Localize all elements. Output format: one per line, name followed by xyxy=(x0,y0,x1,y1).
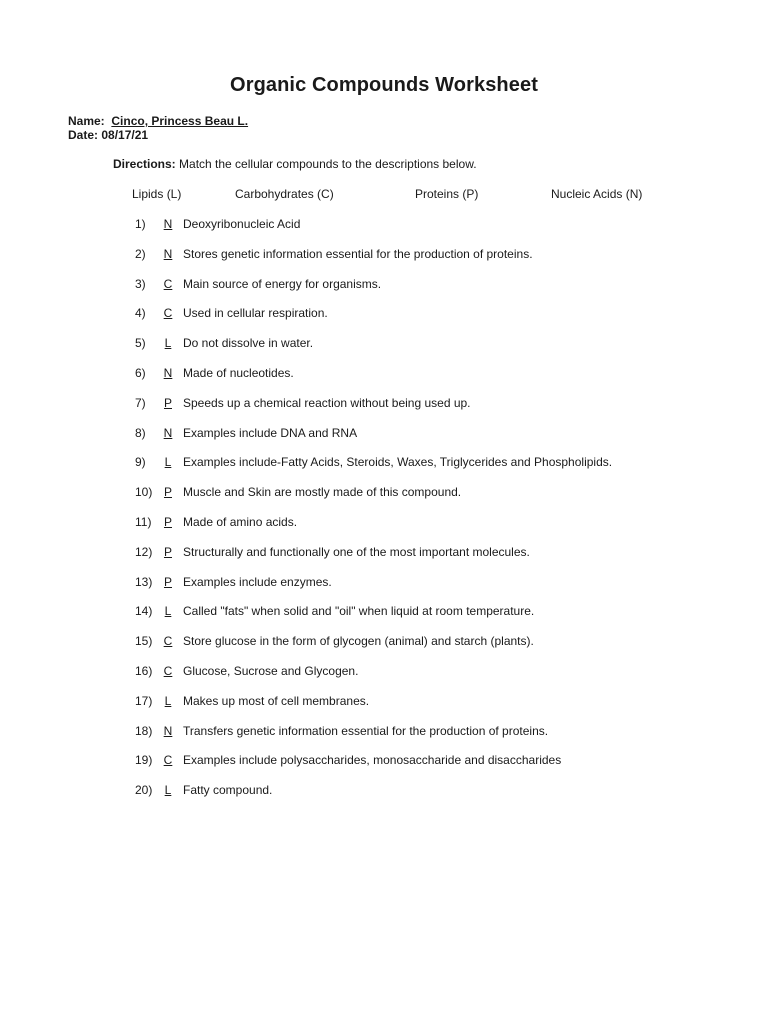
question-number: 1) xyxy=(135,217,146,231)
list-item xyxy=(135,515,297,529)
question-number: 5) xyxy=(135,336,146,351)
question-number: 19) xyxy=(135,753,153,768)
name-label: Name: xyxy=(68,114,105,128)
question-text: Fatty compound. xyxy=(183,783,273,798)
question-text: Transfers genetic information essential for the production of proteins. xyxy=(183,723,549,738)
answer-blank: C xyxy=(163,753,173,768)
list-item xyxy=(135,336,313,350)
question-text: Called "fats" when solid and "oil" when liquid at room temperature. xyxy=(183,604,535,619)
answer-blank: L xyxy=(164,604,172,619)
answer-blank: C xyxy=(163,306,173,321)
question-number: 6) xyxy=(135,366,146,380)
question-text: Main source of energy for organisms. xyxy=(183,276,382,291)
date-line xyxy=(68,128,148,142)
list-item xyxy=(135,277,381,291)
directions-text: Match the cellular compounds to the descriptions below. xyxy=(179,157,477,171)
answer-blank: N xyxy=(163,246,173,261)
page-title: Organic Compounds Worksheet xyxy=(230,74,538,96)
answer-blank: N xyxy=(163,425,173,440)
list-item xyxy=(135,634,534,648)
question-text: Store glucose in the form of glycogen (animal) and starch (plants). xyxy=(183,634,534,649)
list-item xyxy=(135,604,534,618)
list-item xyxy=(135,485,461,499)
question-text: Stores genetic information essential for the production of proteins. xyxy=(183,246,533,261)
answer-blank: N xyxy=(163,217,173,231)
list-item xyxy=(135,664,358,678)
list-item xyxy=(135,426,357,440)
question-text: Used in cellular respiration. xyxy=(183,306,328,321)
question-text: Structurally and functionally one of the most important molecules. xyxy=(183,544,530,559)
question-text: Glucose, Sucrose and Glycogen. xyxy=(183,664,359,678)
answer-blank: L xyxy=(164,783,172,798)
directions-label: Directions: xyxy=(113,157,176,171)
answer-blank: L xyxy=(164,455,172,470)
answer-blank: N xyxy=(163,366,173,380)
answer-blank: C xyxy=(163,276,173,291)
question-number: 11) xyxy=(135,515,152,529)
category-nucleic-acids: Nucleic Acids (N) xyxy=(551,187,643,201)
date-label: Date: xyxy=(68,128,99,142)
question-number: 12) xyxy=(135,544,153,559)
list-item xyxy=(135,396,471,410)
question-number: 20) xyxy=(135,783,153,798)
question-number: 17) xyxy=(135,693,153,708)
question-number: 4) xyxy=(135,306,146,321)
question-text: Made of nucleotides. xyxy=(183,366,294,380)
question-text: Deoxyribonucleic Acid xyxy=(183,217,301,231)
name-value: Cinco, Princess Beau L. xyxy=(111,114,249,128)
list-item xyxy=(135,783,272,797)
question-number: 8) xyxy=(135,425,146,440)
question-number: 10) xyxy=(135,485,153,500)
category-lipids: Lipids (L) xyxy=(132,187,182,201)
answer-blank: P xyxy=(163,544,172,559)
category-proteins: Proteins (P) xyxy=(415,187,479,201)
answer-blank: N xyxy=(163,723,173,738)
question-text: Muscle and Skin are mostly made of this compound. xyxy=(183,485,462,500)
list-item xyxy=(135,455,612,469)
question-text: Examples include enzymes. xyxy=(183,574,332,589)
answer-blank: P xyxy=(163,574,172,589)
question-number: 3) xyxy=(135,276,146,291)
list-item xyxy=(135,724,548,738)
list-item xyxy=(135,217,300,231)
list-item xyxy=(135,247,533,261)
question-text: Examples include DNA and RNA xyxy=(183,425,358,440)
category-carbohydrates: Carbohydrates (C) xyxy=(235,187,334,201)
list-item xyxy=(135,306,328,320)
list-item xyxy=(135,575,332,589)
question-number: 2) xyxy=(135,246,146,261)
list-item xyxy=(135,753,561,767)
question-number: 18) xyxy=(135,723,153,738)
question-number: 14) xyxy=(135,604,153,619)
question-text: Do not dissolve in water. xyxy=(183,336,314,351)
question-text: Examples include polysaccharides, monosaccharide and disaccharides xyxy=(183,753,562,768)
question-number: 9) xyxy=(135,455,146,470)
directions xyxy=(113,157,477,171)
question-text: Speeds up a chemical reaction without being used up. xyxy=(183,395,471,410)
question-number: 16) xyxy=(135,664,153,678)
answer-blank: P xyxy=(163,395,172,410)
question-number: 7) xyxy=(135,395,146,410)
date-value: 08/17/21 xyxy=(101,128,149,142)
question-number: 15) xyxy=(135,634,153,649)
question-number: 13) xyxy=(135,574,153,589)
answer-blank: P xyxy=(163,485,172,500)
answer-blank: P xyxy=(163,515,172,529)
question-text: Made of amino acids. xyxy=(183,515,298,529)
name-line xyxy=(68,114,248,128)
question-text: Makes up most of cell membranes. xyxy=(183,693,370,708)
list-item xyxy=(135,694,369,708)
answer-blank: L xyxy=(164,336,172,351)
answer-blank: C xyxy=(163,634,173,649)
answer-blank: C xyxy=(163,664,173,678)
list-item xyxy=(135,366,294,380)
question-text: Examples include-Fatty Acids, Steroids, Waxes, Triglycerides and Phospholipids. xyxy=(183,455,613,470)
answer-blank: L xyxy=(164,693,172,708)
list-item xyxy=(135,545,530,559)
